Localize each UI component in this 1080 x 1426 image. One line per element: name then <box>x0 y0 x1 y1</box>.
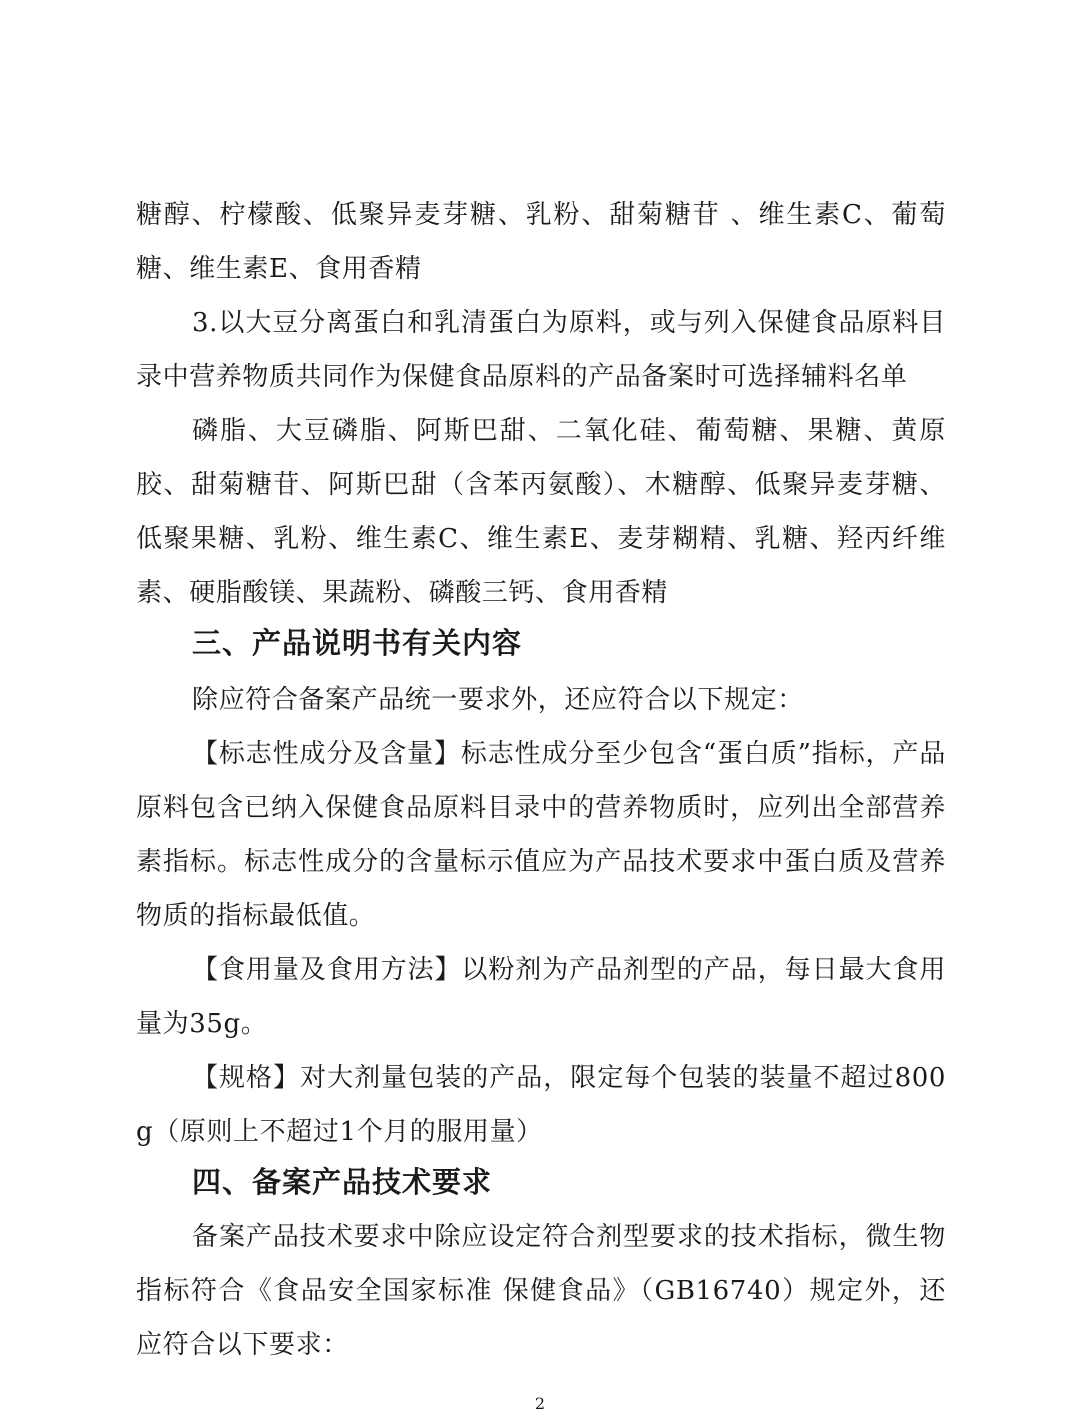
dosage-and-usage: 【食用量及食用方法】以粉剂为产品剂型的产品，每日最大食用量为35g。 <box>136 955 946 1039</box>
marker-ingredient-content: 【标志性成分及含量】标志性成分至少包含“蛋白质”指标，产品原料包含已纳入保健食品原料目录中的营养物质时，应列出全部营养素指标。标志性成分的含量标示值应为产品技术要求中蛋白质及营养物质的指标最低值。 <box>136 739 946 931</box>
section-heading-product-instructions: 三、产品说明书有关内容 <box>192 626 523 660</box>
item-3-soy-whey-protein: 3.以大豆分离蛋白和乳清蛋白为原料，或与列入保健食品原料目录中营养物质共同作为保健食品原料的产品备案时可选择辅料名单 <box>136 308 946 392</box>
technical-requirements-intro: 备案产品技术要求中除应设定符合剂型要求的技术指标，微生物指标符合《食品安全国家标准 保健食品》（GB16740）规定外，还应符合以下要求： <box>136 1222 946 1360</box>
instructions-intro: 除应符合备案产品统一要求外，还应符合以下规定： <box>192 685 804 715</box>
excipient-list-soy-whey: 磷脂、大豆磷脂、阿斯巴甜、二氧化硅、葡萄糖、果糖、黄原胶、甜菊糖苷、阿斯巴甜（含苯丙氨酸）、木糖醇、低聚异麦芽糖、低聚果糖、乳粉、维生素C、维生素E、麦芽糊精、乳糖、羟丙纤维素、硬脂酸镁、果蔬粉、磷酸三钙、食用香精 <box>136 416 946 608</box>
section-heading-technical-requirements: 四、备案产品技术要求 <box>192 1165 493 1199</box>
excipient-list-continued: 糖醇、柠檬酸、低聚异麦芽糖、乳粉、甜菊糖苷 、维生素C、葡萄糖、维生素E、食用香精 <box>136 200 946 284</box>
specification: 【规格】对大剂量包装的产品，限定每个包装的装量不超过800g（原则上不超过1个月的服用量） <box>136 1063 946 1147</box>
page-number: 2 <box>534 1394 546 1413</box>
